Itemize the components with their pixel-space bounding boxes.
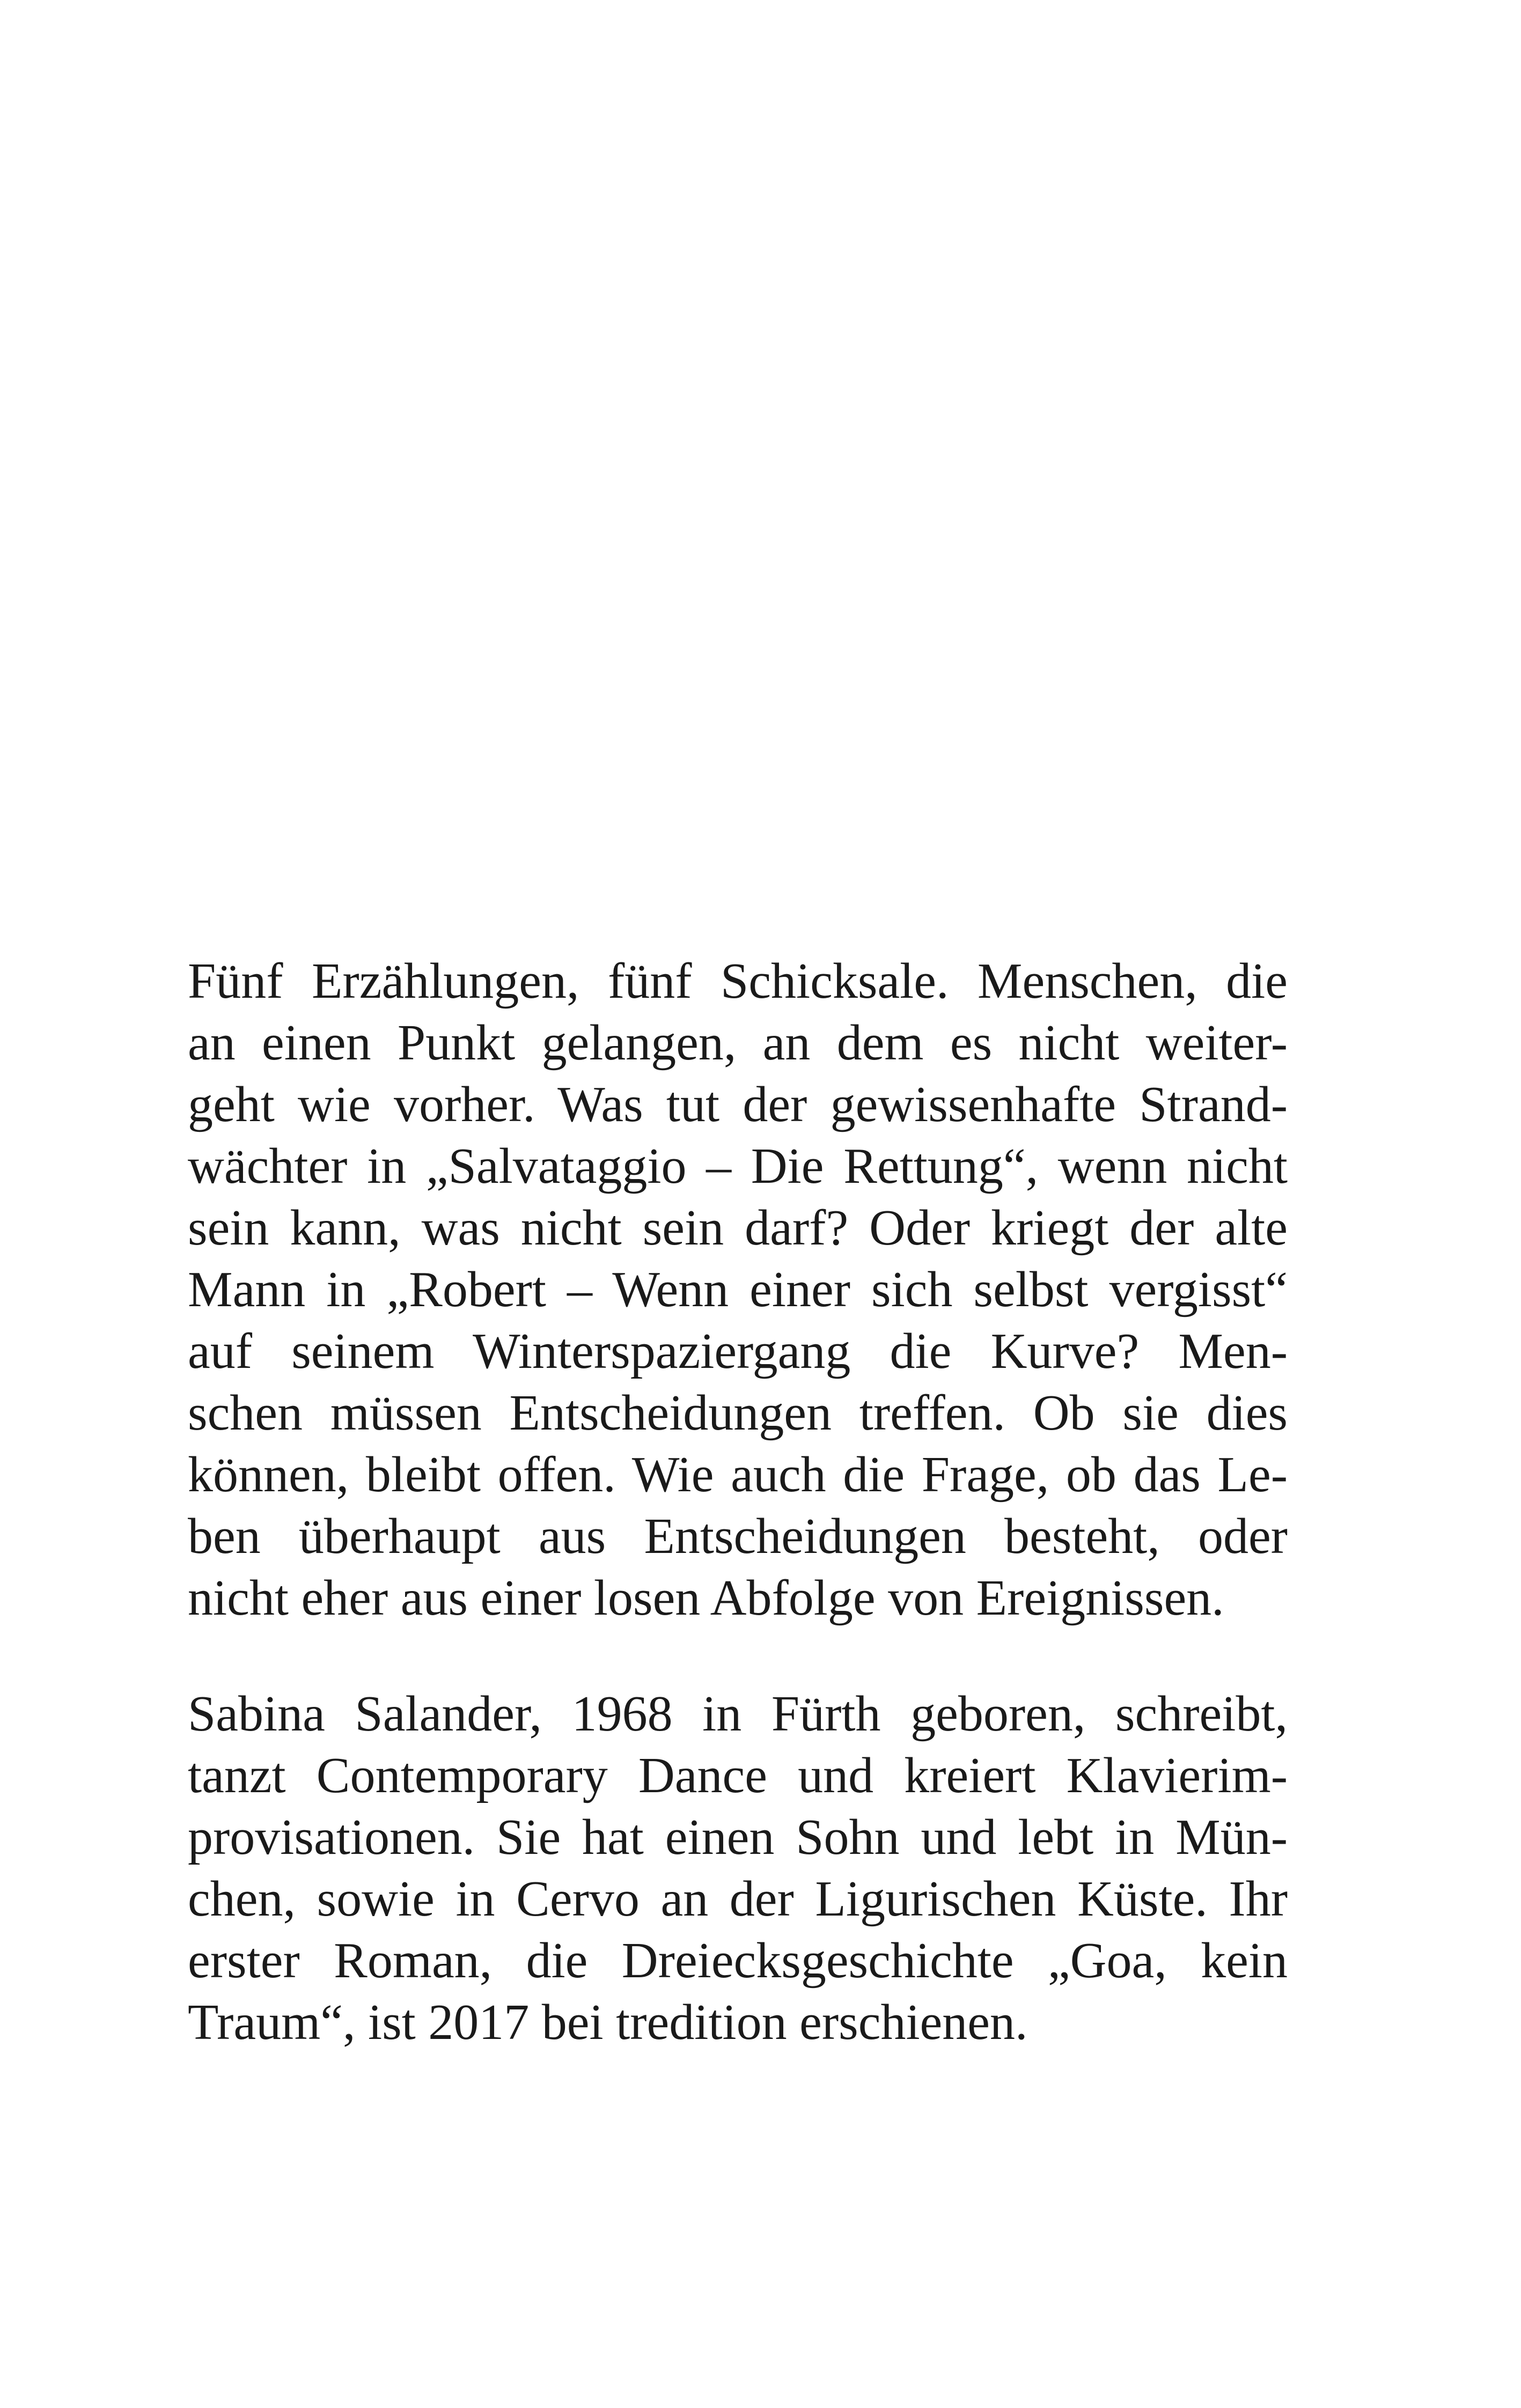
blurb-line: auf seinem Winterspaziergang die Kurve? Men- bbox=[188, 1323, 1288, 1379]
blurb-line: wächter in „Salvataggio – Die Rettung“, wenn nicht bbox=[188, 1138, 1288, 1194]
blurb-line: nicht eher aus einer losen Abfolge von Ereignissen. bbox=[188, 1570, 1224, 1626]
blurb-line: an einen Punkt gelangen, an dem es nicht weiter- bbox=[188, 1015, 1288, 1071]
blurb-line: ben überhaupt aus Entscheidungen besteht, oder bbox=[188, 1508, 1288, 1564]
bio-line: provisationen. Sie hat einen Sohn und lebt in Mün- bbox=[188, 1809, 1288, 1865]
bio-line: erster Roman, die Dreiecksgeschichte „Goa, kein bbox=[188, 1933, 1288, 1989]
bio-line: chen, sowie in Cervo an der Ligurischen Küste. Ihr bbox=[188, 1871, 1288, 1927]
blurb-line: schen müssen Entscheidungen treffen. Ob sie dies bbox=[188, 1385, 1288, 1441]
blurb-line: geht wie vorher. Was tut der gewissenhafte Strand- bbox=[188, 1077, 1288, 1132]
blurb-line: können, bleibt offen. Wie auch die Frage, ob das Le- bbox=[188, 1447, 1288, 1503]
author-bio-paragraph bbox=[188, 1683, 1288, 2053]
bio-line: Sabina Salander, 1968 in Fürth geboren, schreibt, bbox=[188, 1686, 1288, 1742]
blurb-line: sein kann, was nicht sein darf? Oder kriegt der alte bbox=[188, 1200, 1288, 1256]
bio-line: tanzt Contemporary Dance und kreiert Klavierim- bbox=[188, 1748, 1288, 1803]
blurb-line: Mann in „Robert – Wenn einer sich selbst vergisst“ bbox=[188, 1262, 1288, 1317]
bio-line: Traum“, ist 2017 bei tredition erschienen. bbox=[188, 1994, 1028, 2050]
blurb-line: Fünf Erzählungen, fünf Schicksale. Menschen, die bbox=[188, 953, 1288, 1009]
blurb-paragraph bbox=[188, 951, 1288, 1629]
